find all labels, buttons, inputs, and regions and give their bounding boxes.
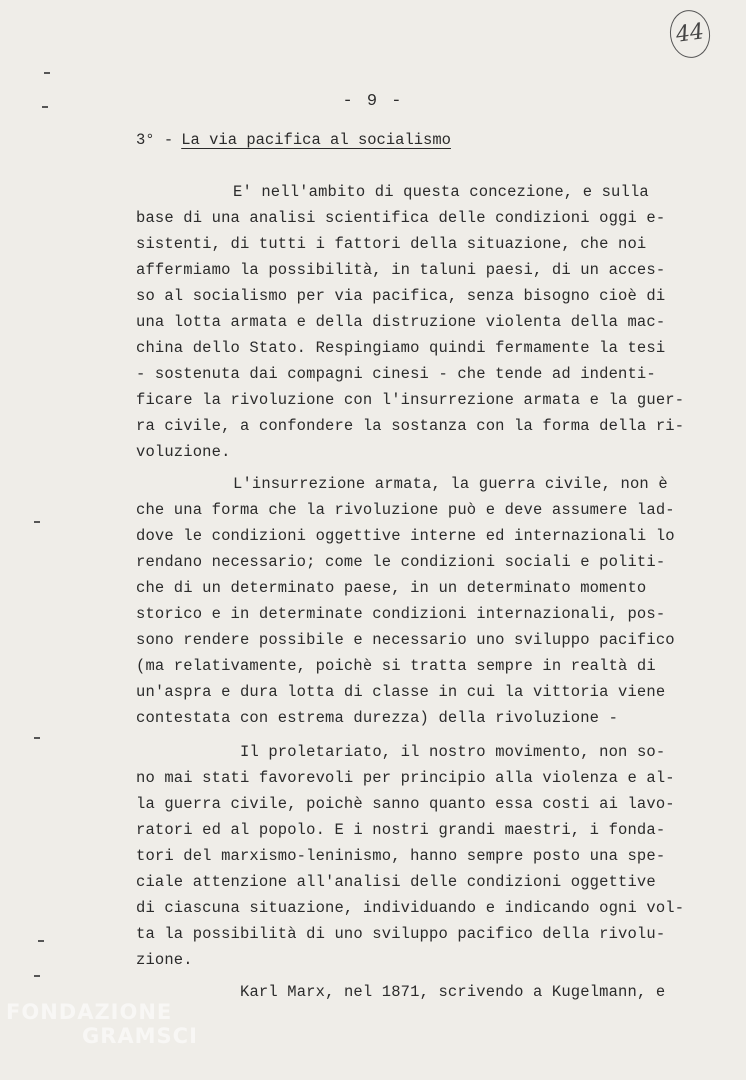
margin-mark bbox=[42, 106, 48, 108]
text-line: china dello Stato. Respingiamo quindi fermamente la tesi bbox=[136, 339, 666, 357]
text-line: base di una analisi scientifica delle condizioni oggi e- bbox=[136, 209, 666, 227]
text-line: contestata con estrema durezza) della rivoluzione - bbox=[136, 709, 619, 727]
text-line: la guerra civile, poichè sanno quanto essa costi ai lavo- bbox=[136, 795, 675, 813]
text-line: che una forma che la rivoluzione può e deve assumere lad- bbox=[136, 501, 675, 519]
watermark-line-2: GRAMSCI bbox=[82, 1024, 198, 1048]
text-line: ra civile, a confondere la sostanza con la forma della ri- bbox=[136, 417, 685, 435]
text-line: - sostenuta dai compagni cinesi - che tende ad indenti- bbox=[136, 365, 656, 383]
section-heading bbox=[136, 131, 451, 149]
text-line: una lotta armata e della distruzione violenta della mac- bbox=[136, 313, 666, 331]
text-line: Il proletariato, il nostro movimento, non so- bbox=[240, 743, 666, 761]
text-line: E' nell'ambito di questa concezione, e sulla bbox=[233, 183, 649, 201]
text-line: sistenti, di tutti i fattori della situazione, che noi bbox=[136, 235, 647, 253]
text-line: storico e in determinate condizioni internazionali, pos- bbox=[136, 605, 666, 623]
watermark-logo bbox=[6, 1000, 198, 1048]
text-line: sono rendere possibile e necessario uno sviluppo pacifico bbox=[136, 631, 675, 649]
text-line: tori del marxismo-leninismo, hanno sempre posto una spe- bbox=[136, 847, 666, 865]
section-title: La via pacifica al socialismo bbox=[181, 131, 451, 149]
text-line: ratori ed al popolo. E i nostri grandi maestri, i fonda- bbox=[136, 821, 666, 839]
text-line: zione. bbox=[136, 951, 193, 969]
margin-mark bbox=[38, 940, 44, 942]
text-line: voluzione. bbox=[136, 443, 231, 461]
text-line: Karl Marx, nel 1871, scrivendo a Kugelmann, e bbox=[240, 983, 666, 1001]
text-line: rendano necessario; come le condizioni sociali e politi- bbox=[136, 553, 666, 571]
text-line: dove le condizioni oggettive interne ed internazionali lo bbox=[136, 527, 675, 545]
text-line: ficare la rivoluzione con l'insurrezione armata e la guer- bbox=[136, 391, 685, 409]
text-line: affermiamo la possibilità, in taluni paesi, di un acces- bbox=[136, 261, 666, 279]
text-line: ta la possibilità di uno sviluppo pacifico della rivolu- bbox=[136, 925, 666, 943]
text-line: L'insurrezione armata, la guerra civile, non è bbox=[233, 475, 668, 493]
text-line: di ciascuna situazione, individuando e indicando ogni vol- bbox=[136, 899, 685, 917]
text-line: (ma relativamente, poichè si tratta sempre in realtà di bbox=[136, 657, 656, 675]
text-line: so al socialismo per via pacifica, senza bisogno cioè di bbox=[136, 287, 666, 305]
text-line: ciale attenzione all'analisi delle condizioni oggettive bbox=[136, 873, 656, 891]
text-line: un'aspra e dura lotta di classe in cui la vittoria viene bbox=[136, 683, 666, 701]
watermark-line-1: FONDAZIONE bbox=[6, 1000, 173, 1024]
margin-mark bbox=[34, 975, 40, 977]
folio-number-mark: 44 bbox=[667, 7, 713, 60]
margin-mark bbox=[34, 521, 40, 523]
margin-mark bbox=[34, 737, 40, 739]
section-number: 3° - bbox=[136, 131, 174, 149]
margin-mark bbox=[44, 72, 50, 74]
text-line: che di un determinato paese, in un determinato momento bbox=[136, 579, 647, 597]
page-number: - 9 - bbox=[342, 92, 404, 111]
text-line: no mai stati favorevoli per principio alla violenza e al- bbox=[136, 769, 675, 787]
